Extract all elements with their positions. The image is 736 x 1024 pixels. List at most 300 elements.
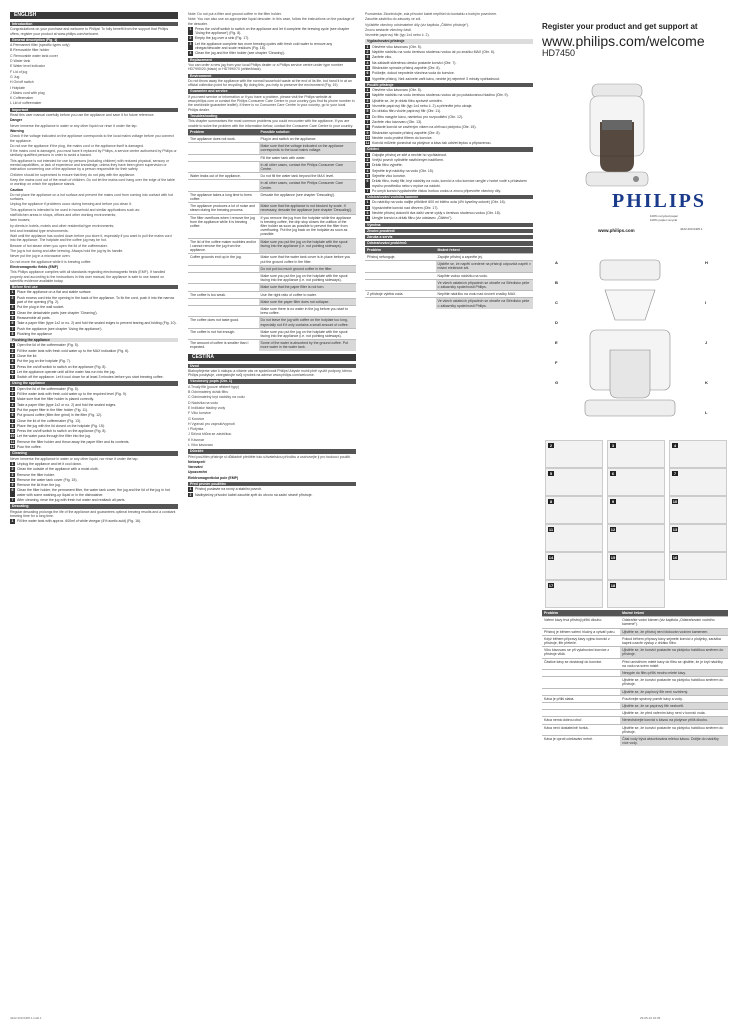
step-text: Make sure that the filter holder is placed correctly. — [17, 397, 94, 402]
solution-cell: Plug in and switch on the appliance. — [259, 136, 356, 143]
troubleshooting-table — [188, 129, 356, 351]
descaling-heading: Descaling — [10, 504, 178, 508]
step-text: Push excess cord into the opening in the back of the appliance. To fix the cord, push it into the narrow part of the opening (Fig. 2). — [17, 295, 175, 305]
czech-warning-heading: Varování — [188, 465, 203, 470]
solution-cell: Ve všech ostatních případech se obraťte na Středisko péče o zákazníky společnosti Philips. — [436, 279, 533, 290]
solution-cell: Pokud během přípravy kávy sejmete konvici z plotýnky, zarážka kapek uzavře výstup z držáku filtru. — [620, 635, 728, 646]
part-label: B — [555, 280, 558, 285]
step — [365, 93, 533, 97]
part-item: B Odnímatelný držák filtru — [188, 390, 229, 395]
step-number: 5 — [11, 315, 14, 320]
step-number: 4 — [11, 477, 14, 482]
problem-cell — [188, 284, 259, 291]
step — [10, 429, 178, 433]
step — [365, 109, 533, 113]
step-number: 2 — [366, 50, 369, 55]
solution-cell: In all other cases, contact the Philips Consumer Care Centre. — [259, 180, 356, 191]
step — [365, 115, 533, 119]
step — [365, 77, 533, 81]
part-label: J — [705, 340, 708, 345]
figure-panel — [669, 524, 727, 552]
table-row — [542, 617, 728, 628]
step — [10, 359, 178, 363]
figure-number: 16 — [672, 555, 678, 560]
step — [365, 211, 533, 215]
step-text: Odpojte přístroj ze sítě a nechte ho vychladnout. — [372, 152, 448, 157]
text-line: Znovu sestavte všechny části. — [365, 27, 412, 32]
solution-cell: Nenechávejte konvici s kávou na plotýnce příliš dlouho. — [620, 717, 728, 724]
caution-item: This appliance is intended to be used in household and similar applications such as: — [10, 207, 140, 212]
problem-cell: Káva je oproti očekávání méně. — [542, 736, 620, 747]
czech-troubleshooting-table — [365, 247, 533, 309]
figure-number: 12 — [610, 527, 616, 532]
flush-steps — [10, 343, 178, 379]
step-number: 6 — [365, 179, 370, 188]
part-label: H — [705, 260, 708, 265]
part-item: J Mains cord with plug — [10, 90, 45, 95]
solution-cell: Fill the water tank with water. — [259, 154, 356, 161]
step-number: 1 — [11, 290, 14, 295]
paper-note-1: 100% recycled paper — [650, 214, 679, 218]
table-row — [188, 180, 356, 191]
step — [10, 424, 178, 428]
descaling-steps — [10, 519, 178, 523]
figure-panel — [545, 440, 603, 468]
problem-cell — [542, 703, 620, 710]
step-text: Do filtru nasypte kávu, namletou pro rozpouštění (Obr. 12). — [372, 114, 464, 119]
czech-caution-heading: Upozornění — [188, 470, 208, 475]
solution-cell: Nesypte do filtru příliš mnoho mleté kávy. — [620, 670, 728, 677]
register-url[interactable]: www.philips.com/welcome — [542, 33, 705, 49]
cover-column — [542, 22, 728, 59]
problem-cell: The coffee is not hot enough. — [188, 328, 259, 339]
figure-panel — [669, 468, 727, 496]
step-number: 6 — [11, 413, 14, 418]
caution-item: Never put the jug in a microwave oven. — [10, 254, 71, 259]
step — [10, 387, 178, 391]
figure-number: 6 — [611, 471, 615, 476]
problem-cell: The appliance takes a long time to brew coffee. — [188, 191, 259, 202]
step-number: 11 — [10, 439, 15, 444]
figure-panel — [669, 552, 727, 580]
step-number: 2 — [189, 36, 192, 41]
table-row — [542, 717, 728, 724]
figure-panel — [607, 580, 665, 608]
solution-cell: If you remove the jug from the hotplate while the appliance is brewing coffee, the drip stop closes the outflow of the filter holder as soon as possible to prevent the filter from overflowing. Put the jug back on the hotplate as soon as possible. — [259, 214, 356, 238]
step — [365, 163, 533, 167]
step — [10, 332, 178, 336]
step-text: Remove the water tank cover (Fig. 15). — [17, 477, 78, 482]
step-text: Do nádržky na vodu nalijte přibližně 600 ml bílého octa (4% kyseliny octové) (Obr. 16). — [372, 200, 506, 205]
danger-text: Never immerse the appliance in water or any other liquid nor rinse it under the tap. — [10, 123, 138, 128]
czech-parts-list — [188, 385, 356, 448]
problem-cell — [365, 279, 436, 290]
step-text: Remove the lid from the jug. — [17, 483, 61, 488]
text-line: Poznámka: Zkontrolujte, zda přívodní kabel nepřišel do kontaktu s horkým povrchem. — [365, 12, 498, 16]
figure-number: 13 — [672, 527, 678, 532]
step-number: 4 — [366, 168, 369, 173]
problem-cell — [188, 298, 259, 305]
cleaning-heading: Cleaning — [10, 451, 178, 455]
table-row — [188, 305, 356, 316]
step-number: 3 — [11, 397, 14, 402]
step-text: Konvici můžete ponechat na plotýnce a kávu tak udržet teplou a připravenou. — [372, 141, 492, 146]
step-number: 3 — [366, 163, 369, 168]
step-number: 1 — [11, 386, 14, 391]
czech-emf-heading: Elektromagnetická pole (EMP) — [188, 475, 239, 480]
step — [10, 354, 178, 358]
step-text: Ujistěte se, že je držák filtru správně umístěn. — [372, 98, 443, 103]
step — [365, 66, 533, 70]
part-item: B Removable filter holder — [10, 48, 50, 53]
table-row — [542, 710, 728, 717]
figure-number: 18 — [610, 583, 616, 588]
step — [365, 216, 533, 220]
footer-right: 29-05-10 16:05 — [640, 1016, 661, 1020]
step-number: 7 — [366, 119, 369, 124]
descaling-text: Regular descaling prolongs the life of the appliance and guarantees optimal brewing results and a constant brewing time for a long time. — [10, 509, 176, 518]
czech-danger-heading: Nebezpečí — [188, 459, 206, 464]
step — [10, 488, 178, 497]
step — [365, 179, 533, 188]
czech-important-text: Před použitím přístroje si důkladně přečtěte tuto uživatelskou příručku a uschovejte ji pro budoucí použití. — [188, 454, 352, 459]
step-text: Fill the water tank with fresh cold water up to the MAX indication (Fig. 6). — [17, 348, 130, 353]
step — [10, 462, 178, 466]
step-number: 1 — [366, 88, 369, 93]
step — [365, 174, 533, 178]
warning-heading: Warning — [10, 128, 24, 133]
czech-environment-heading: Životní prostředí — [365, 229, 533, 233]
problem-cell: The filter overflows when I remove the jug from the appliance while it is brewing coffee. — [188, 214, 259, 238]
step-number: 6 — [366, 71, 369, 76]
step-text: Pour the coffee. — [17, 445, 42, 450]
step — [365, 153, 533, 157]
step-text: Press the on/off switch to switch on the appliance and let it complete the brewing cycle (see chapter 'Using the appliance') (Fig. 8). — [195, 26, 350, 36]
table-row — [365, 298, 533, 309]
step-number: 1 — [11, 343, 14, 348]
step-number: 2 — [11, 348, 14, 353]
step-number: 2 — [366, 158, 369, 163]
step-text: Clean the detachable parts (see chapter 'Cleaning'). — [17, 310, 98, 315]
step-text: Naplňte nádržku na vodu čerstvou studenou vodou až po požadovanou hladinu (Obr. 9). — [372, 93, 509, 98]
step-text: Switch off the appliance. Let it cool down for at least 3 minutes before you start brewing coffee. — [17, 375, 164, 380]
part-item: A Trvalý filtr (pouze některé typy) — [188, 384, 239, 389]
language-title: ENGLISH — [10, 12, 178, 19]
caution-item: Wait until the appliance has cooled down before you store it, especially if you want to pull the mains cord into the appliance. The hotplate and the coffee jug may be hot. — [10, 234, 172, 243]
website-label: www.philips.com — [598, 228, 635, 233]
introduction-text: Congratulations on your purchase and welcome to Philips! To fully benefit from the support that Philips offers, register your product at www.philips.com/welcome. — [10, 27, 169, 36]
part-label: I — [705, 300, 707, 305]
part-label: C — [555, 300, 558, 305]
problem-cell — [542, 688, 620, 695]
step-text: Take a paper filter (type 1x2 or no. 2) and fold the sealed edges to prevent tearing and folding (Fig. 10). — [17, 321, 177, 326]
part-item: G Konvice — [188, 416, 205, 421]
part-item: F Lid of jug — [10, 69, 28, 74]
replacement-heading: Replacement — [188, 58, 356, 62]
step — [10, 403, 178, 407]
solution-cell: Ujistěte se, že se papírový filtr nezbortil. — [620, 703, 728, 710]
part-item: E Water level indicator — [10, 64, 45, 69]
warning-item: Keep the mains cord out of the reach of children. Do not let the mains cord hang over the edge of the table or worktop on which the appliance stands. — [10, 177, 175, 187]
problem-cell — [542, 710, 620, 717]
step — [365, 131, 533, 135]
warning-list — [10, 134, 178, 186]
step-text: Let the water pass through the filter into the jug. — [17, 434, 91, 439]
caution-item: farm houses; — [10, 218, 31, 223]
descale-steps — [188, 27, 356, 56]
step-number: 1 — [11, 519, 14, 524]
figure-panel — [607, 440, 665, 468]
environment-heading: Environment — [188, 74, 356, 78]
figure-number: 11 — [548, 527, 554, 532]
step-number: 2 — [366, 93, 369, 98]
table-row — [188, 265, 356, 272]
footer-left: 4222.200.0405.1.indd 1 — [10, 1016, 42, 1020]
solution-cell: Do not leave the jug with coffee on the hotplate too long, especially not if it only contains a small amount of coffee. — [259, 317, 356, 328]
step — [365, 158, 533, 162]
problem-cell — [188, 154, 259, 161]
table-row — [365, 272, 533, 279]
troubleshooting-heading: Troubleshooting — [188, 114, 356, 118]
step-number: 3 — [366, 55, 369, 60]
problem-cell: Vaření kávy trvá přístroji příliš dlouho. — [542, 617, 620, 628]
solution-cell: Ujistěte se, že přístroj není blokován vodním kamenem. — [620, 628, 728, 635]
step-number: 1 — [189, 487, 192, 492]
solution-cell: Some of the water is absorbed by the ground coffee. Put more water in the water tank. — [259, 340, 356, 351]
figure-number: 2 — [549, 443, 553, 448]
solution-cell: Make sure there is no water in the jug before you start to brew coffee. — [259, 305, 356, 316]
step — [10, 321, 178, 325]
step-number: 2 — [10, 296, 15, 305]
step — [188, 27, 356, 36]
part-label: G — [555, 380, 559, 385]
part-item: G Jug — [10, 74, 20, 79]
table-row — [542, 647, 728, 658]
table-row — [188, 161, 356, 172]
step — [10, 327, 178, 331]
caution-item: Beware of hot steam when you open the lid of the coffeemaker. — [10, 243, 108, 248]
figure-number: 15 — [610, 555, 616, 560]
troubleshooting-text: This chapter summarises the most common problems you could encounter with the appliance. If you are unable to solve the problem with the information below, contact the Consumer Care Centre in your country. — [188, 119, 354, 128]
step — [10, 397, 178, 401]
table-header-solution: Možné řešení — [436, 247, 533, 254]
figure-panel — [545, 524, 603, 552]
important-text: Read this user manual carefully before you use the appliance and save it for future reference. — [10, 113, 155, 118]
step-number: 7 — [366, 188, 369, 193]
table-row — [188, 254, 356, 265]
step — [365, 200, 533, 204]
step-text: Po umytí konvici vypláchněte čistou horkou vodou a znovu připevněte všechny díly. — [372, 188, 501, 193]
cleaning-steps — [10, 462, 178, 502]
problem-cell: The appliance produces a lot of noise and steam during the brewing process. — [188, 203, 259, 214]
replacement-text: You can order a new jug from your local Philips dealer or a Philips service centre under type number HD7990/20 (black) or HD7990/70 (white/black). — [188, 62, 343, 72]
czech-descale-heading: Odstraňování vodního kamene — [365, 195, 533, 199]
step — [188, 487, 356, 491]
step-text: Push the appliance (see chapter 'Using the appliance'). — [17, 326, 103, 331]
czech-column-3 — [365, 12, 533, 309]
step-number: 11 — [365, 141, 370, 146]
part-label: D — [555, 320, 558, 325]
figure-number: 10 — [672, 499, 678, 504]
step-number: 6 — [10, 488, 15, 497]
step-text: Put the jug on the hotplate (Fig. 7). — [17, 359, 71, 364]
step-text: Fill the water tank with approx. 600ml of white vinegar (4% acetic acid) (Fig. 16). — [17, 519, 142, 524]
step — [10, 305, 178, 309]
czech-first-use-steps — [188, 487, 356, 497]
table-row — [188, 291, 356, 298]
step-text: Vnější povrch vyčistěte navlhčeným hadříkem. — [372, 158, 444, 163]
table-row — [542, 677, 728, 688]
warning-item: Do not use the appliance if the plug, the mains cord or the appliance itself is damaged. — [10, 143, 144, 148]
solution-cell: Neplňte nádržku na vodu nad úroveň značky MAX. — [436, 291, 533, 298]
problem-cell: The amount of coffee is smaller than I expected. — [188, 340, 259, 351]
step — [10, 483, 178, 487]
solution-cell: Make sure that the water tank cover is in place before you put the ground coffee in the filter. — [259, 254, 356, 265]
step-text: Clean the outside of the appliance with a moist cloth. — [17, 467, 99, 472]
step-number: 2 — [11, 392, 14, 397]
step-text: Vyprázdněte konvici nad dřezem (Obr. 17). — [372, 205, 439, 210]
table-header-problem: Problém — [542, 610, 620, 617]
problem-cell: The coffee is too weak. — [188, 291, 259, 298]
introduction-heading: Introduction — [10, 22, 178, 26]
solution-cell: Ujistěte se, že konvici postavíte na plotýnku hubičkou směrem do přístroje. — [620, 647, 728, 658]
figure-number: 5 — [549, 471, 553, 476]
solution-cell: Make sure the paper filter does not collapse. — [259, 298, 356, 305]
step — [10, 413, 178, 417]
step — [188, 493, 356, 497]
figure-number: 3 — [611, 443, 615, 448]
table-row — [542, 695, 728, 702]
note: Note: Do not put a filter and ground coffee in the filter holder. — [188, 12, 282, 16]
step-number: 4 — [366, 104, 369, 109]
flush-heading: Flushing the appliance — [10, 338, 178, 342]
czech-language-title: ČEŠTINA — [188, 354, 356, 361]
step — [365, 50, 533, 54]
table-header-solution: Možné řešení — [620, 610, 728, 617]
table-header-problem: Problem — [188, 129, 259, 136]
figure-number: 14 — [548, 555, 554, 560]
text-line: Vyčistěte všechny odnímatelné díly (viz kapitola „Čištění přístroje"). — [365, 22, 470, 27]
using-heading: Using the appliance — [10, 381, 178, 385]
step-number: 4 — [11, 359, 14, 364]
step — [10, 311, 178, 315]
table-row — [542, 724, 728, 735]
step — [365, 189, 533, 193]
step-text: Umyjte konvici a držák filtru (viz odstavec „Čištění"). — [372, 216, 453, 221]
step-text: Open the lid of the coffeemaker (Fig. 5). — [17, 343, 79, 348]
step-text: Empty the jug over a sink (Fig. 17). — [195, 36, 250, 41]
solution-cell: Make sure you put the jug on the hotplate with the spout facing into the appliance (i.e. not pointing sideways). — [259, 328, 356, 339]
step-text: Place the appliance on a flat and stable surface. — [17, 290, 92, 295]
caution-item: Do not move the appliance while it is brewing coffee. — [10, 259, 92, 264]
step-text: Let the appliance complete two more brewing cycles with fresh cold water to remove any vinegar/descaler and scale residues (Fig. 18). — [195, 41, 333, 51]
step-text: Press the on/off switch to switch on the appliance (Fig. 8). — [17, 429, 107, 434]
figure-panel — [545, 552, 603, 580]
problem-cell: The coffee does not taste good. — [188, 317, 259, 328]
part-item: I Hotplate — [10, 85, 25, 90]
step-text: Držák filtru vyjměte. — [372, 163, 403, 168]
czech-using-steps — [365, 88, 533, 145]
step-number: 3 — [366, 98, 369, 103]
step — [365, 45, 533, 49]
step-text: Sejměte kryt nádržky na vodu (Obr. 15). — [372, 168, 434, 173]
emf-text: This Philips appliance complies with all standards regarding electromagnetic fields (EMF). If handled properly and according to the instructions in this user manual, the appliance is safe to use based on scientific evidence available today. — [10, 270, 166, 283]
solution-cell: Část vody bývá absorbována mletou kávou. Dolijte do nádržky více vody. — [620, 736, 728, 747]
step — [365, 125, 533, 129]
part-item: C Odnímatelný kryt nádržky na vodu — [188, 395, 245, 400]
table-header-problem: Problém — [365, 247, 436, 254]
solution-cell: In all other cases, contact the Philips Consumer Care Centre. — [259, 161, 356, 172]
solution-cell: Do not fill the water tank beyond the MAX level. — [259, 173, 356, 180]
problem-cell — [188, 143, 259, 154]
step-text: Postavte konvici se zavřeným víkem na ohřívací plotýnku (Obr. 15). — [372, 125, 477, 130]
step — [365, 55, 533, 59]
step-text: Reassemble all parts. — [17, 315, 51, 320]
text-line: Vezměte papírový filtr (typ 1x4 nebo č. 2). — [365, 33, 430, 38]
step — [365, 71, 533, 75]
problem-cell: Water leaks out of the appliance. — [188, 173, 259, 180]
part-item: F Víko konvice — [188, 411, 211, 416]
table-row — [542, 670, 728, 677]
solution-cell: Zapojte přístroj a zapněte jej. — [436, 253, 533, 260]
english-column-2 — [188, 12, 356, 498]
table-header-solution: Possible solution — [259, 129, 356, 136]
part-item: H Vypínač pro zapnutí/vypnutí — [188, 421, 235, 426]
step-text: Flushing the appliance — [17, 331, 53, 336]
czech-intro-text: Blahopřejeme vám k nákupu a vítáme vás ve společnosti Philips! Abyste mohli plně využít podpory, kterou Philips poskytuje, zaregistrujte svůj výrobek na adrese www.philips.com/welcome. — [188, 368, 353, 378]
problem-cell: Víko kávovaru se při vytahování konvice z přístroje viklá. — [542, 647, 620, 658]
step-number: 3 — [11, 305, 14, 310]
step-text: Nadbytečný přívodní kabel zasuňte zpět do otvoru na zadní straně přístroje. — [195, 492, 313, 497]
solution-cell: Používejte správný poměr kávy a vody. — [620, 695, 728, 702]
figure-number: 4 — [673, 443, 677, 448]
step-number: 4 — [189, 51, 192, 56]
step-number: 1 — [188, 27, 193, 36]
figure-panel — [669, 496, 727, 524]
table-row — [365, 253, 533, 260]
problem-cell: Částice kávy se dostávají do konvice. — [542, 658, 620, 669]
step-text: Zavřete víko. — [372, 55, 393, 60]
step-number: 2 — [366, 205, 369, 210]
environment-text: Do not throw away the appliance with the normal household waste at the end of its life, but hand it in at an official collection point for recycling. By doing this, you help to preserve the environment (Fig. 19). — [188, 78, 352, 88]
table-row — [365, 291, 533, 298]
step — [365, 104, 533, 108]
step-text: Unplug the appliance and let it cool down. — [17, 461, 82, 466]
czech-troubleshooting-continued — [542, 610, 728, 746]
part-item: L Víko kávovaru — [188, 443, 213, 447]
solution-cell: Ujistěte se, že před vařením kávy není v konvici voda. — [620, 710, 728, 717]
problem-cell: Káva je příliš slabá. — [542, 695, 620, 702]
caution-heading: Caution — [10, 187, 24, 192]
step — [365, 141, 533, 145]
table-row — [542, 736, 728, 747]
step — [365, 169, 533, 173]
warning-item: Children should be supervised to ensure that they do not play with the appliance. — [10, 172, 136, 177]
emf-heading: Electromagnetic fields (EMF) — [10, 264, 59, 269]
figure-panel — [607, 524, 665, 552]
table-row — [188, 173, 356, 180]
table-row — [542, 628, 728, 635]
exploded-diagram — [560, 250, 700, 430]
table-row — [188, 214, 356, 238]
part-item: C Removable water tank cover — [10, 53, 58, 58]
step-text: Nechte přístroj dokončit dva další varné cykly s čerstvou studenou vodou (Obr. 18). — [372, 210, 501, 215]
problem-cell — [365, 298, 436, 309]
solution-cell: Do not put too much ground coffee in the filter. — [259, 265, 356, 272]
step-number: 8 — [11, 331, 14, 336]
part-item: K Coffeemaker — [10, 96, 34, 101]
step — [188, 51, 356, 55]
